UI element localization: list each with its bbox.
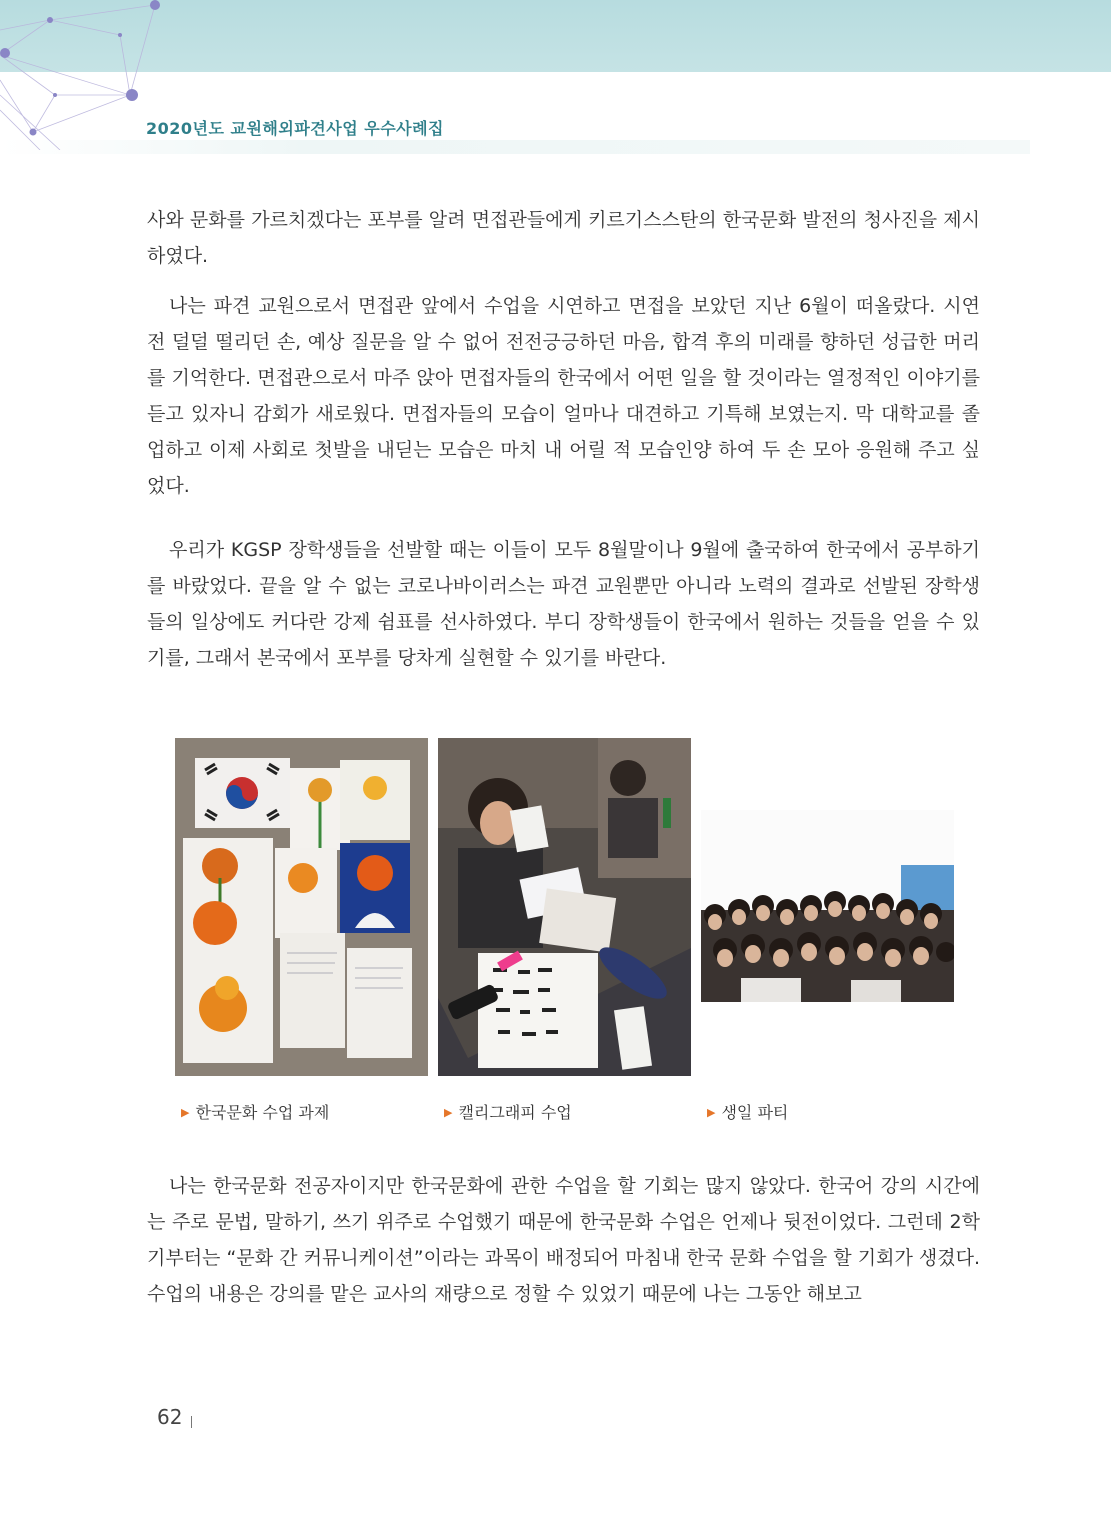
caption-text: 캘리그래피 수업 <box>458 1103 572 1122</box>
calligraphy-class-photo <box>438 738 691 1076</box>
running-title: 2020년도 교원해외파견사업 우수사례집 <box>146 119 445 138</box>
caption-text: 한국문화 수업 과제 <box>195 1103 330 1122</box>
paragraph-1: 사와 문화를 가르치겠다는 포부를 알려 면접관들에게 키르기스스탄의 한국문화 발전의 청사진을 제시하였다. <box>147 209 980 267</box>
triangle-right-icon: ▶ <box>707 1106 716 1119</box>
caption-text: 생일 파티 <box>721 1103 789 1122</box>
network-decoration-icon <box>0 0 170 150</box>
triangle-right-icon: ▶ <box>444 1106 453 1119</box>
page-number: 62 <box>157 1405 183 1429</box>
caption-calligraphy-class <box>444 1100 572 1123</box>
paragraph-2: 나는 파견 교원으로서 면접관 앞에서 수업을 시연하고 면접을 보았던 지난 6월이 떠올랐다. 시연 전 덜덜 떨리던 손, 예상 질문을 알 수 없어 전전긍긍하던 마음, 합격 후의 미래를 향하던 성급한 머리를 기억한다. 면접관으로서 마주 앉아 면접자들의 한국에서 어떤 일을 할 것이라는 열정적인 이야기를 듣고 있자니 감회가 새로웠다. 면접자들의 모습이 얼마나 대견하고 기특해 보였는지. 막 대학교를 졸업하고 이제 사회로 첫발을 내딛는 모습은 마치 내 어릴 적 모습인양 하여 두 손 모아 응원해 주고 싶었다. <box>147 295 980 497</box>
triangle-right-icon: ▶ <box>181 1106 190 1119</box>
culture-assignment-photo <box>175 738 428 1076</box>
paragraph-3: 우리가 KGSP 장학생들을 선발할 때는 이들이 모두 8월말이나 9월에 출국하여 한국에서 공부하기를 바랐었다. 끝을 알 수 없는 코로나바이러스는 파견 교원뿐만 아니라 노력의 결과로 선발된 장학생들의 일상에도 커다란 강제 쉼표를 선사하였다. 부디 장학생들이 한국에서 원하는 것들을 얻을 수 있기를, 그래서 본국에서 포부를 당차게 실현할 수 있기를 바란다. <box>147 539 980 669</box>
caption-culture-assignment <box>181 1100 329 1123</box>
paragraph-4: 나는 한국문화 전공자이지만 한국문화에 관한 수업을 할 기회는 많지 않았다. 한국어 강의 시간에는 주로 문법, 말하기, 쓰기 위주로 수업했기 때문에 한국문화 수업은 언제나 뒷전이었다. 그런데 2학기부터는 “문화 간 커뮤니케이션”이라는 과목이 배정되어 마침내 한국 문화 수업을 할 기회가 생겼다. 수업의 내용은 강의를 맡은 교사의 재량으로 정할 수 있었기 때문에 나는 그동안 해보고 <box>147 1175 980 1305</box>
caption-birthday-party <box>707 1100 788 1123</box>
page-number-divider <box>191 1416 192 1428</box>
birthday-party-photo <box>701 810 954 1002</box>
